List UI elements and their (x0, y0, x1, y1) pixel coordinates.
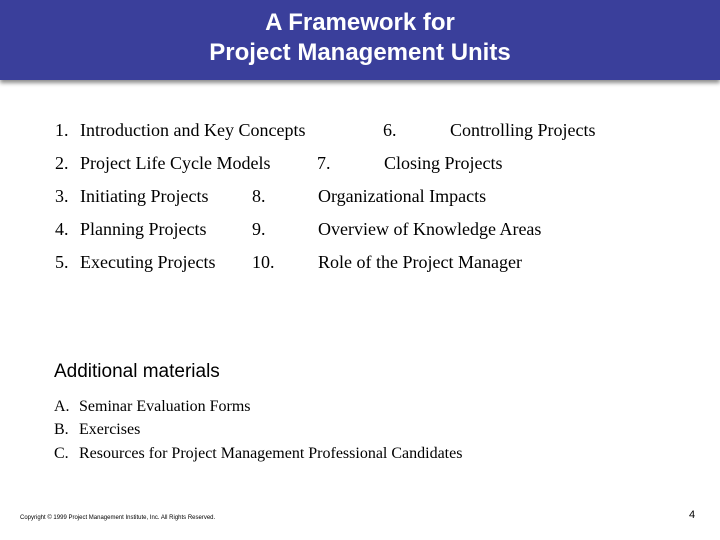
unit-7-label: Closing Projects (384, 153, 503, 173)
unit-10-label: Role of the Project Manager (318, 252, 522, 272)
unit-5-number: 5. (55, 252, 69, 272)
additional-item-a-label: Seminar Evaluation Forms (79, 398, 251, 415)
unit-7-number: 7. (317, 153, 331, 173)
unit-8-label: Organizational Impacts (318, 186, 487, 206)
page-number: 4 (689, 509, 696, 521)
additional-materials-heading: Additional materials (54, 361, 220, 382)
copyright-notice: Copyright © 1999 Project Management Institute, Inc. All Rights Reserved. (20, 515, 216, 521)
title-line-1: A Framework for (265, 9, 455, 36)
unit-9-number: 9. (252, 219, 266, 239)
unit-3-number: 3. (55, 186, 69, 206)
title-banner (0, 0, 720, 80)
unit-9-label: Overview of Knowledge Areas (318, 219, 542, 239)
additional-item-c-letter: C. (54, 445, 69, 462)
unit-4-label: Planning Projects (80, 219, 207, 239)
title-line-2: Project Management Units (209, 39, 511, 66)
unit-5-label: Executing Projects (80, 252, 216, 272)
unit-6-number: 6. (383, 120, 397, 140)
unit-10-number: 10. (252, 252, 275, 272)
unit-2-number: 2. (55, 153, 69, 173)
additional-item-b-label: Exercises (79, 421, 141, 438)
unit-1-label: Introduction and Key Concepts (80, 120, 306, 140)
slide-title (0, 8, 720, 68)
unit-4-number: 4. (55, 219, 69, 239)
additional-item-a-letter: A. (54, 398, 70, 415)
unit-8-number: 8. (252, 186, 266, 206)
additional-item-b-letter: B. (54, 421, 69, 438)
unit-6-label: Controlling Projects (450, 120, 596, 140)
unit-1-number: 1. (55, 120, 69, 140)
unit-3-label: Initiating Projects (80, 186, 209, 206)
additional-item-c-label: Resources for Project Management Professional Candidates (79, 445, 463, 462)
unit-2-label: Project Life Cycle Models (80, 153, 271, 173)
